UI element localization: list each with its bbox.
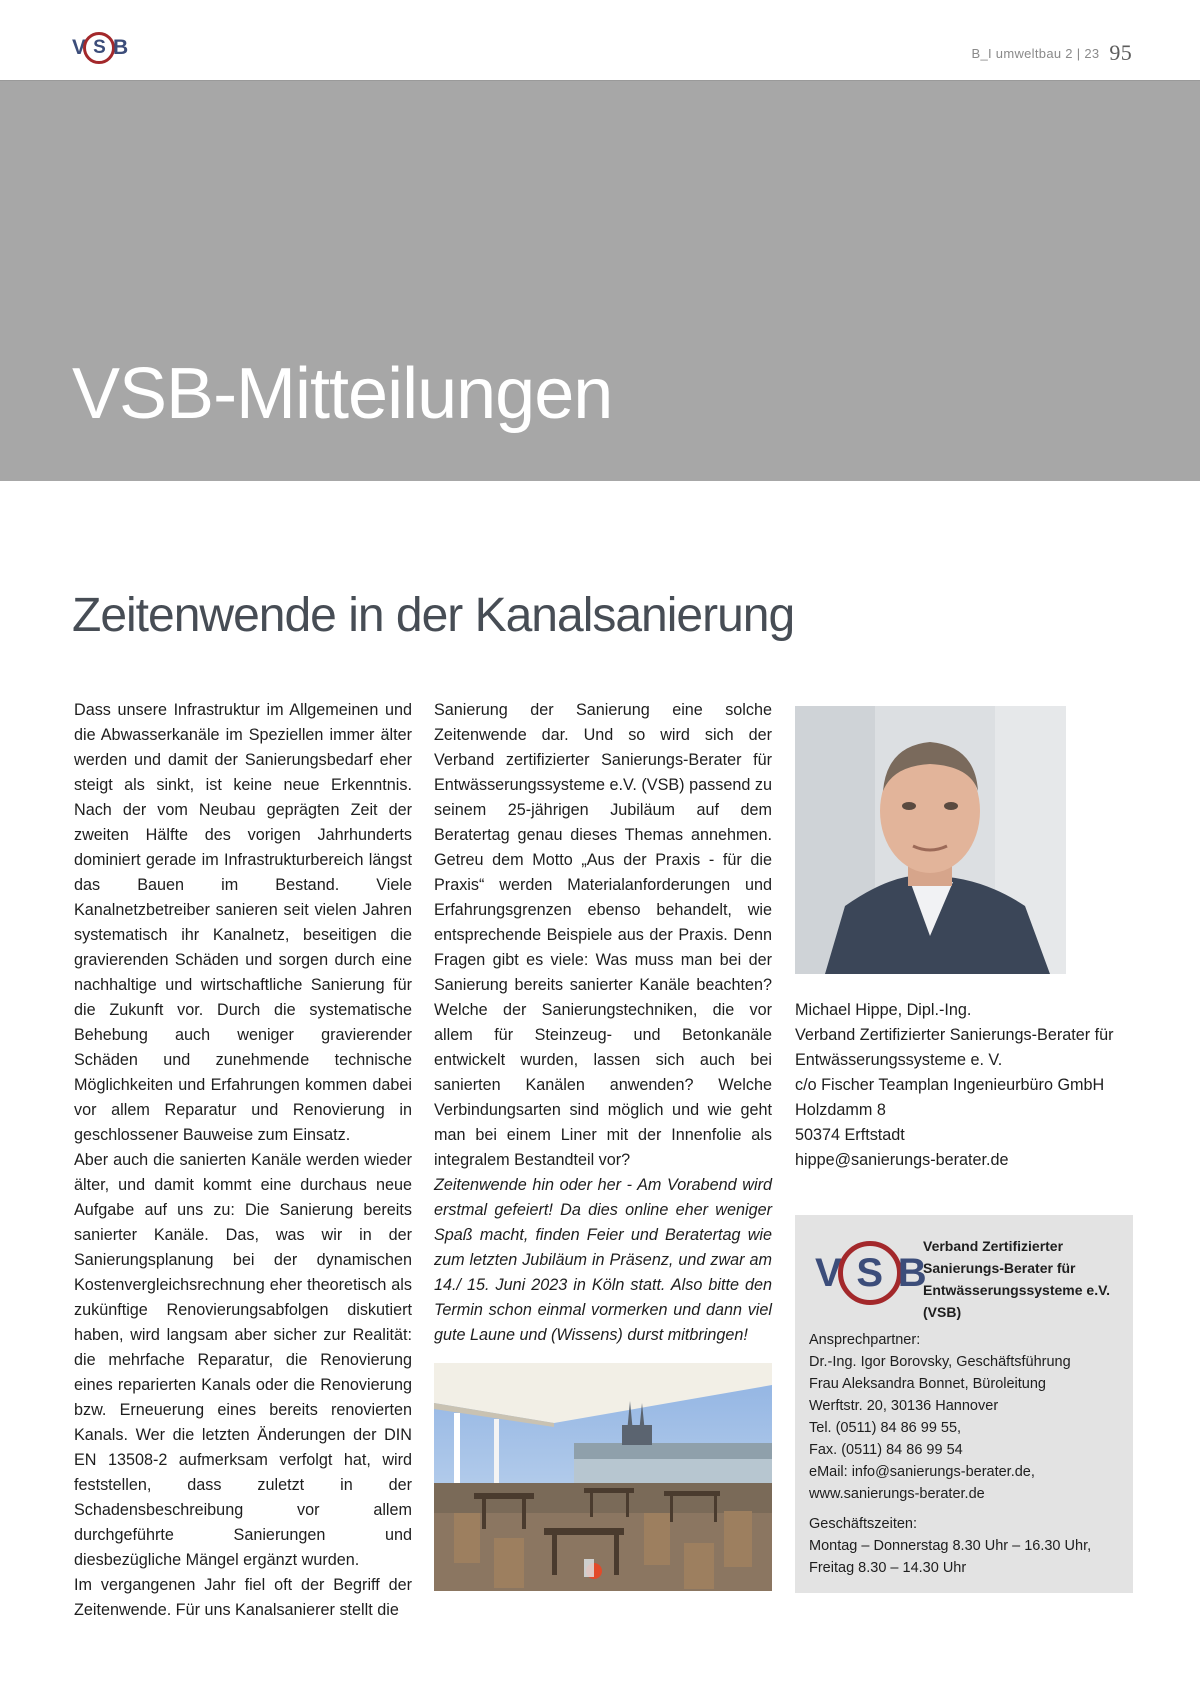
hero-banner [0, 81, 1200, 481]
logo-letter-b: B [897, 1250, 927, 1295]
vsb-logo [72, 30, 127, 66]
author-contact [795, 998, 1114, 1173]
article-column-1 [74, 698, 412, 1623]
author-portrait-illustration [795, 706, 1066, 974]
contact-line: Frau Aleksandra Bonnet, Büroleitung [809, 1376, 1046, 1392]
org-line: (VSB) [923, 1304, 962, 1320]
author-line: Holzdamm 8 [795, 1101, 886, 1119]
hours-heading: Geschäftszeiten: [809, 1516, 917, 1532]
page-header [0, 0, 1200, 81]
spacer [809, 1505, 1091, 1513]
section-heading: VSB-Mitteilungen [72, 354, 613, 434]
hours-line: Freitag 8.30 – 14.30 Uhr [809, 1560, 967, 1576]
author-line: Entwässerungssysteme e. V. [795, 1051, 1003, 1069]
logo-letter-s: S [838, 1241, 902, 1305]
author-email-link[interactable]: hippe@sanierungs-berater.de [795, 1151, 1009, 1169]
org-line: Verband Zertifizierter [923, 1238, 1064, 1254]
header-meta [971, 40, 1132, 66]
vsb-info-box [795, 1215, 1133, 1593]
organization-name [923, 1235, 1123, 1323]
logo-letter-v: V [815, 1250, 842, 1295]
logo-letter-s: S [83, 32, 115, 64]
paragraph: Im vergangenen Jahr fiel oft der Begriff der Zeitenwende. Für uns Kanalsanierer stellt die [74, 1576, 412, 1619]
author-name: Michael Hippe, Dipl.-Ing. [795, 1001, 972, 1019]
contact-line: Dr.-Ing. Igor Borovsky, Geschäftsführung [809, 1354, 1071, 1370]
paragraph: Sanierung der Sanierung eine solche Zeitenwende dar. Und so wird sich der Verband zertifizierter Sanierungs-Berater für Entwässerungssysteme e.V. (VSB) passend zu seinem 25-jährigen Jubiläum auf dem Beratertag genau dieses Themas annehmen. Getreu dem Motto „Aus der Praxis - für die Praxis“ werden Materialanforderungen und Erfahrungsgrenzen ebenso behandelt, wie entsprechende Beispiele aus der Praxis. Denn Fragen gibt es viele: Was muss man bei der Sanierung bereits sanierter Kanäle beachten? Welche der Sanierungstechniken, die vor allem für Steinzeug- und Betonkanäle entwickelt wurden, lassen sich auch bei sanierten Kanälen anwenden? Welche Verbindungsarten sind möglich und wie geht man bei einem Liner mit der Innenfolie als integralem Bestandteil vor? [434, 701, 772, 1169]
email-link[interactable]: eMail: info@sanierungs-berater.de, [809, 1464, 1035, 1480]
vsb-logo-large [815, 1241, 927, 1305]
paragraph: Aber auch die sanierten Kanäle werden wieder älter, und damit kommt eine durchaus neue Aufgabe auf uns zu: Die Sanierung bereits sanierter Kanäle. Das, was wir in der Sanierungsplanung bei der dynamischen Kostenvergleichsrechnung eher theoretisch als zukünftige Renovierungsabfolgen diskutiert haben, wird langsam aber sicher zur Realität: die mehrfache Reparatur, die Renovierung eines reparierten Kanals oder die Renovierung bzw. Erneuerung eines bereits renovierten Kanals. Wer die letzten Änderungen der DIN EN 13508-2 aufmerksam verfolgt hat, wird feststellen, dass zuletzt in der Schadensbeschreibung vor allem durchgeführte Sanierungen und diesbezügliche Mängel ergänzt wurden. [74, 1151, 412, 1569]
org-line: Entwässerungssysteme e.V. [923, 1282, 1111, 1298]
phone-line: Tel. (0511) 84 86 99 55, [809, 1420, 962, 1436]
contact-heading: Ansprechpartner: [809, 1332, 921, 1348]
hours-line: Montag – Donnerstag 8.30 Uhr – 16.30 Uhr, [809, 1538, 1092, 1554]
publication-label: B_I umweltbau 2 | 23 [971, 46, 1100, 61]
event-announcement: Zeitenwende hin oder her - Am Vorabend wird erstmal gefeiert! Da dies online eher weniger Spaß macht, finden Feier und Beratertag wie zum letzten Jubiläum in Präsenz, und zwar am 14./ 15. Juni 2023 in Köln statt. Also bitte den Termin schon einmal vormerken und dann viel gute Laune und (Wissens) durst mitbringen! [434, 1176, 772, 1344]
author-line: c/o Fischer Teamplan Ingenieurbüro GmbH [795, 1076, 1105, 1094]
paragraph: Dass unsere Infrastruktur im Allgemeinen und die Abwasserkanäle im Speziellen immer älter werden und damit der Sanierungsbedarf eher steigt als sinkt, ist keine neue Erkenntnis. Nach der vom Neubau geprägten Zeit der zweiten Hälfte des vorigen Jahrhunderts dominiert gerade im Infrastrukturbereich längst das Bauen im Bestand. Viele Kanalnetzbetreiber sanieren seit vielen Jahren systematisch ihr Kanalnetz, beseitigen die gravierenden Schäden und sorgen durch eine nachhaltige und wirtschaftliche Sanierung für die Zukunft vor. Durch die systematische Behebung auch weniger gravierender Schäden und zunehmende technische Möglichkeiten und Erfahrungen kommen dabei vor allem Reparatur und Renovierung in geschlossener Bauweise zum Einsatz. [74, 701, 412, 1144]
logo-letter-v: V [72, 36, 86, 59]
contact-details [809, 1329, 1091, 1579]
article-column-2 [434, 698, 772, 1348]
cologne-terrace-photo [434, 1363, 772, 1591]
page-number: 95 [1109, 40, 1132, 65]
author-line: 50374 Erftstadt [795, 1126, 905, 1144]
cologne-terrace-illustration [434, 1363, 772, 1591]
contact-line: Werftstr. 20, 30136 Hannover [809, 1398, 999, 1414]
logo-letter-b: B [113, 36, 128, 59]
article-title: Zeitenwende in der Kanalsanierung [72, 589, 795, 642]
website-link[interactable]: www.sanierungs-berater.de [809, 1486, 985, 1502]
author-line: Verband Zertifizierter Sanierungs-Berater für [795, 1026, 1114, 1044]
author-portrait-photo [795, 706, 1066, 974]
org-line: Sanierungs-Berater für [923, 1260, 1076, 1276]
fax-line: Fax. (0511) 84 86 99 54 [809, 1442, 963, 1458]
